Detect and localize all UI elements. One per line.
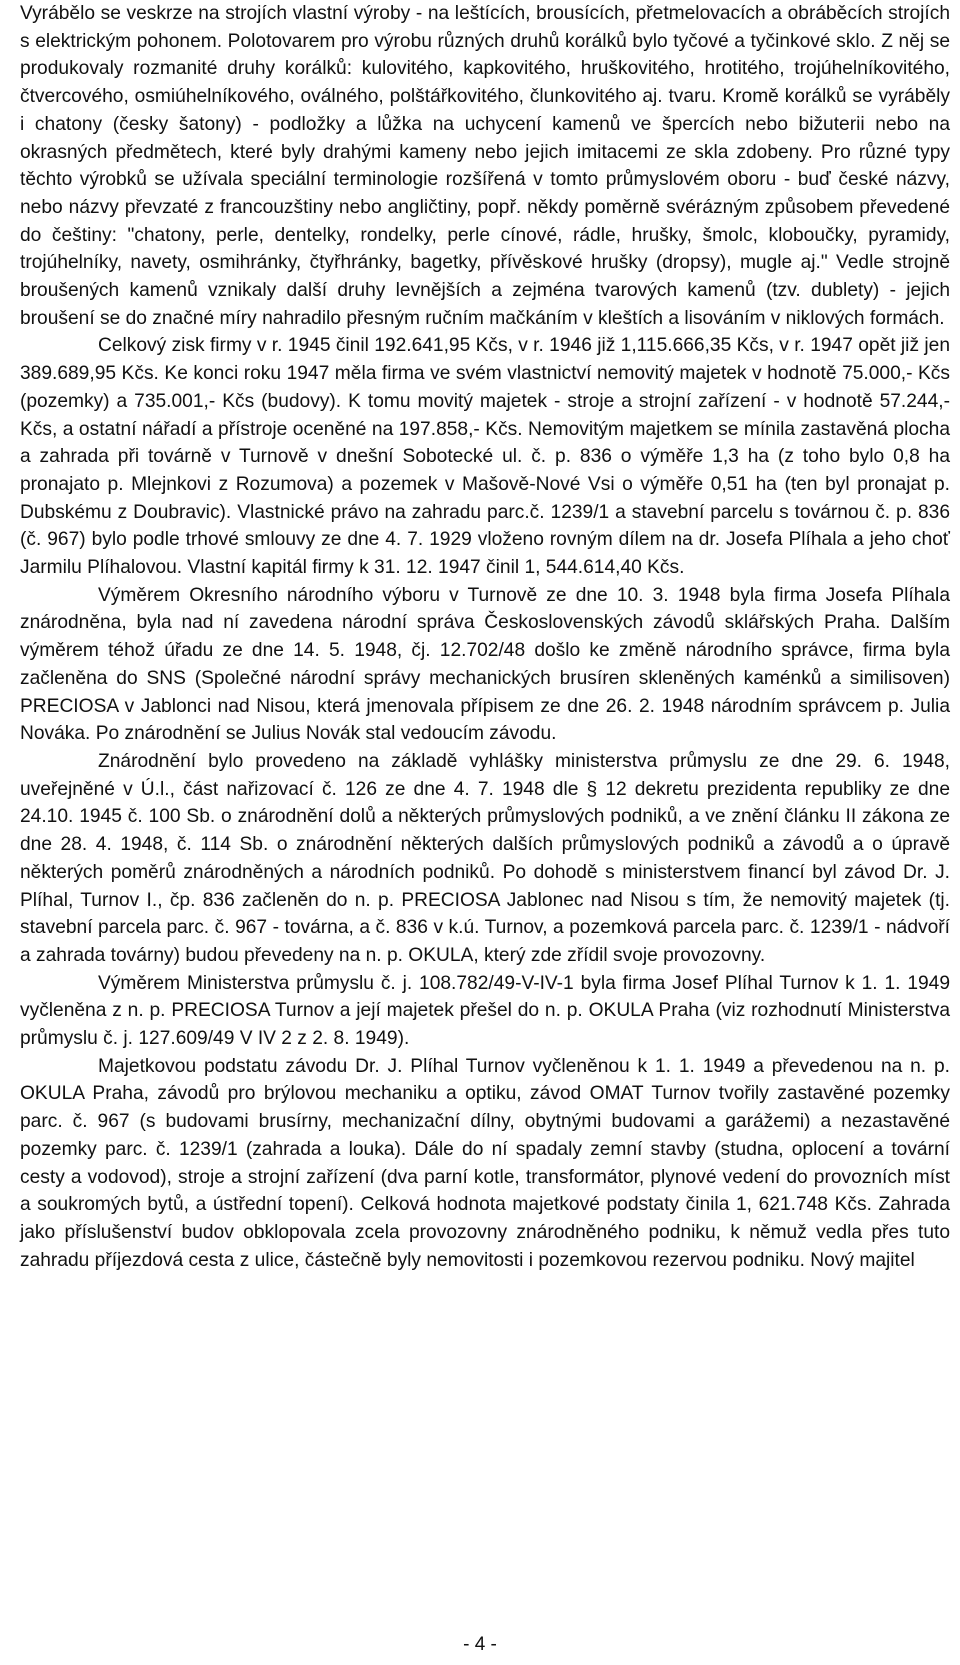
page-number: - 4 - bbox=[463, 1634, 497, 1655]
document-page bbox=[20, 0, 950, 1274]
paragraph-4: Znárodnění bylo provedeno na základě vyhlášky ministerstva průmyslu ze dne 29. 6. 1948, uveřejněné v Ú.l., část nařizovací č. 126 ze dne 4. 7. 1948 dle § 12 dekretu prezidenta republiky ze dne 24.10. 1945 č. 100 Sb. o znárodnění dolů a některých průmyslových podniků, a ve znění článku II zákona ze dne 28. 4. 1948, č. 114 Sb. o znárodnění některých dalších průmyslových podniků a závodů a o úpravě některých poměrů znárodněných a národních podniků. Po dohodě s ministerstvem financí byl závod Dr. J. Plíhal, Turnov I., čp. 836 začleněn do n. p. PRECIOSA Jablonec nad Nisou s tím, že nemovitý majetek (tj. stavební parcela parc. č. 967 - továrna, a č. 836 v k.ú. Turnov, a pozemková parcela parc. č. 1239/1 - nádvoří a zahrada továrny) budou převedeny na n. p. OKULA, který zde zřídil svoje provozovny. bbox=[20, 750, 950, 966]
paragraph-5: Výměrem Ministerstva průmyslu č. j. 108.782/49-V-IV-1 byla firma Josef Plíhal Turnov k 1. 1. 1949 vyčleněna z n. p. PRECIOSA Turnov a její majetek přešel do n. p. OKULA Praha (viz rozhodnutí Ministerstva průmyslu č. j. 127.609/49 V IV 2 z 2. 8. 1949). bbox=[20, 972, 950, 1050]
paragraph-1: Vyrábělo se veskrze na strojích vlastní výroby - na leštících, brousících, přetmelovacích a obráběcích strojích s elektrickým pohonem. Polotovarem pro výrobu různých druhů korálků bylo tyčové a tyčinkové sklo. Z něj se produkovaly rozmanité druhy korálků: kulovitého, kapkovitého, hruškovitého, hrotitého, trojúhelníkovitého, čtvercového, osmiúhelníkového, oválného, polštářkovitého, člunkovitého aj. tvaru. Kromě korálků se vyráběly i chatony (česky šatony) - podložky a lůžka na uchycení kamenů ve špercích nebo bižuterii nebo na okrasných předmětech, které byly drahými kameny nebo jejich imitacemi ze skla zdobeny. Pro různé typy těchto výrobků se užívala speciální terminologie rozšířená v tomto průmyslovém oboru - buď české názvy, nebo názvy převzaté z francouzštiny nebo angličtiny, popř. někdy poměrně svérázným způsobem převedené do češtiny: "chatony, perle, dentelky, rondelky, perle cínové, rádle, hrušky, šmolc, kloboučky, pyramidy, trojúhelníky, navety, osmihránky, čtyřhránky, bagetky, přívěskové hrušky (dropsy), mugle aj." Vedle strojně broušených kamenů vznikaly další druhy levnějších a zejména tvarových kamenů (tzv. dublety) - jejich broušení se do značné míry nahradilo přesným ručním mačkáním v kleštích a lisováním v niklových formách. bbox=[20, 3, 950, 329]
paragraph-6: Majetkovou podstatu závodu Dr. J. Plíhal Turnov vyčleněnou k 1. 1. 1949 a převedenou na n. p. OKULA Praha, závodů pro brýlovou mechaniku a optiku, závod OMAT Turnov tvořily zastavěné pozemky parc. č. 967 (s budovami brusírny, mechanizační dílny, obytnými budovami a garážemi) a nezastavěné pozemky parc. č. 1239/1 (zahrada a louka). Dále do ní spadaly zemní stavby (studna, oplocení a tovární cesty a vodovod), stroje a strojní zařízení (dva parní kotle, transformátor, plynové vedení do provozních míst a soukromých bytů, a ústřední topení). Celková hodnota majetkové podstaty činila 1, 621.748 Kčs. Zahrada jako příslušenství budov obklopovala zcela provozovny znárodněného podniku, k němuž vedla přes tuto zahradu příjezdová cesta z ulice, částečně byly nemovitosti i pozemkovou rezervou podniku. Nový majitel bbox=[20, 1055, 950, 1271]
paragraph-2: Celkový zisk firmy v r. 1945 činil 192.641,95 Kčs, v r. 1946 již 1,115.666,35 Kčs, v r. 1947 opět již jen 389.689,95 Kčs. Ke konci roku 1947 měla firma ve svém vlastnictví nemovitý majetek v hodnotě 75.000,- Kčs (pozemky) a 735.001,- Kčs (budovy). K tomu movitý majetek - stroje a strojní zařízení - v hodnotě 57.244,- Kčs, a ostatní nářadí a přístroje oceněné na 197.858,- Kčs. Nemovitým majetkem se mínila zastavěná plocha a zahrada při továrně v Turnově v dnešní Sobotecké ul. č. p. 836 o výměře 1,3 ha (z toho bylo 0,8 ha pronajato p. Mlejnkovi z Rozumova) a pozemek v Mašově-Nové Vsi o výměře 0,51 ha (ten byl pronajat p. Dubskému z Doubravic). Vlastnické právo na zahradu parc.č. 1239/1 a stavební parcelu s továrnou č. p. 836 (č. 967) bylo podle trhové smlouvy ze dne 4. 7. 1929 vloženo rovným dílem na dr. Josefa Plíhala a jeho choť Jarmilu Plíhalovou. Vlastní kapitál firmy k 31. 12. 1947 činil 1, 544.614,40 Kčs. bbox=[20, 335, 950, 579]
paragraph-3: Výměrem Okresního národního výboru v Turnově ze dne 10. 3. 1948 byla firma Josefa Plíhala znárodněna, byla nad ní zavedena národní správa Československých závodů sklářských Praha. Dalším výměrem téhož úřadu ze dne 14. 5. 1948, čj. 12.702/48 došlo ke změně národního správce, firma byla začleněna do SNS (Společné národní správy mechanických brusíren skleněných kaménků a similisoven) PRECIOSA v Jablonci nad Nisou, která jmenovala přípisem ze dne 26. 2. 1948 národním správcem p. Julia Nováka. Po znárodnění se Julius Novák stal vedoucím závodu. bbox=[20, 584, 950, 745]
